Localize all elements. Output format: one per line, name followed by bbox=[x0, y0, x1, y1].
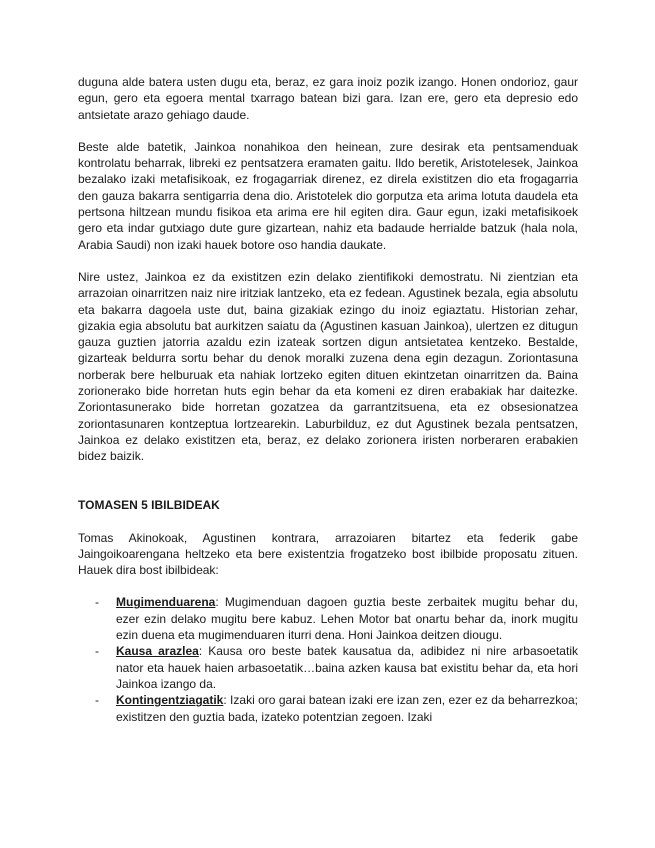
section-intro: Tomas Akinokoak, Agustinen kontrara, arrazoiaren bitartez eta federik gabe Jaingoikoarengana heltzeko eta bere existentzia frogatzeko bost ibilbide proposatu zituen. Hauek dira bost ibilbideak: bbox=[78, 530, 578, 578]
list-item-term: Kausa arazlea bbox=[116, 644, 199, 659]
list-item-separator: : bbox=[198, 644, 203, 659]
list-item bbox=[78, 643, 578, 692]
list-item bbox=[78, 594, 578, 643]
section-heading: TOMASEN 5 IBILBIDEAK bbox=[78, 497, 220, 512]
list-item-separator: : bbox=[215, 595, 219, 610]
paragraph-1: duguna alde batera usten dugu eta, beraz, ez gara inoiz pozik izango. Honen ondorioz, gaur egun, gero eta egoera mental txarrago batean bizi gara. Izan ere, gero eta depresio edo antsietate arazo gehiago daude. bbox=[78, 75, 578, 122]
list-dash: - bbox=[95, 693, 99, 708]
list-item-separator: : bbox=[223, 693, 227, 708]
paragraph-3: Nire ustez, Jainkoa ez da existitzen ezin delako zientifikoki demostratu. Ni zientzian eta arrazoian oinarritzen naiz nire iritziak lantzeko, eta ez fedean. Agustinek bezala, egia absolutu eta bakarra dagoela uste dut, baina gizakiak ezingo du inoiz egiaztatu. Historian zehar, gizakia egia absolutu bat aurkitzen saiatu da (Agustinen kasuan Jainkoa), ulertzen ez ditugun gauza guztien jatorria azaldu ezin izateak sortzen digun antsietatea kentzeko. Bestalde, gizarteak beldurra sortu behar du denok moralki zuzena dena egin dezagun. Zoriontasuna norberak bere helburuak eta nahiak lortzeko egiten dituen ekintzetan oinarritzen da. Baina zorionerako bide horretan huts egin behar da eta komeni ez diren erabakiak har daitezke. Zoriontasunerako bide horretan gozatzea da garrantzitsuena, eta ez obsesionatzea zoriontasunaren kontzeptua lortzearekin. Laburbilduz, ez dut Agustinek bezala pentsatzen, Jainkoa ez delako existitzen eta, beraz, ez delako zorionera iristen norberaren erabakien bidez baizik. bbox=[78, 269, 578, 464]
ways-list bbox=[78, 594, 578, 724]
list-dash: - bbox=[95, 595, 99, 610]
list-item-text: Izaki oro garai batean izaki ere izan zen, ezer ez da beharrezkoa; existitzen den guztia bada, izateko potentzian zegoen. Izaki bbox=[116, 693, 578, 724]
list-item-term: Mugimenduarena bbox=[116, 595, 216, 610]
list-item-text: Mugimenduan dagoen guztia beste zerbaitek mugitu behar du, ezer ezin delako mugitu bere kabuz. Lehen Motor bat onartu behar da, inork mugitu ezin duena eta mugimenduaren iturri dena. Honi Jainkoa deitzen diougu. bbox=[116, 595, 578, 643]
page-content bbox=[78, 74, 578, 725]
list-dash: - bbox=[95, 644, 99, 659]
list-item-text: Kausa oro beste batek kausatua da, adibidez ni nire arbasoetatik nator eta hauek haien arbasoetatik…baina azken kausa bat existitu behar da, eta hori Jainkoa izango da. bbox=[116, 644, 578, 691]
list-item-term: Kontingentziagatik bbox=[116, 693, 224, 708]
list-item bbox=[78, 692, 578, 725]
paragraph-2: Beste alde batetik, Jainkoa nonahikoa den heinean, zure desirak eta pentsamenduak kontrolatu beharrak, libreki ez pentsatzera eramaten gaitu. Ildo beretik, Aristotelesek, Jainkoa bezalako izaki metafisikoak, ez frogagarriak direnez, ez direla existitzen dio eta frogagarria den gauza bakarra sentigarria dena dio. Aristotelek dio gorputza eta arima lotuta daudela eta pertsona hiltzean mundu fisikoa eta arima ere hil egiten dira. Gaur egun, izaki metafisikoek gero eta indar gutxiago dute gure gizartean, nahiz eta badaude herrialde batzuk (hala nola, Arabia Saudi) non izaki hauek botore oso handia daukate. bbox=[78, 139, 578, 252]
